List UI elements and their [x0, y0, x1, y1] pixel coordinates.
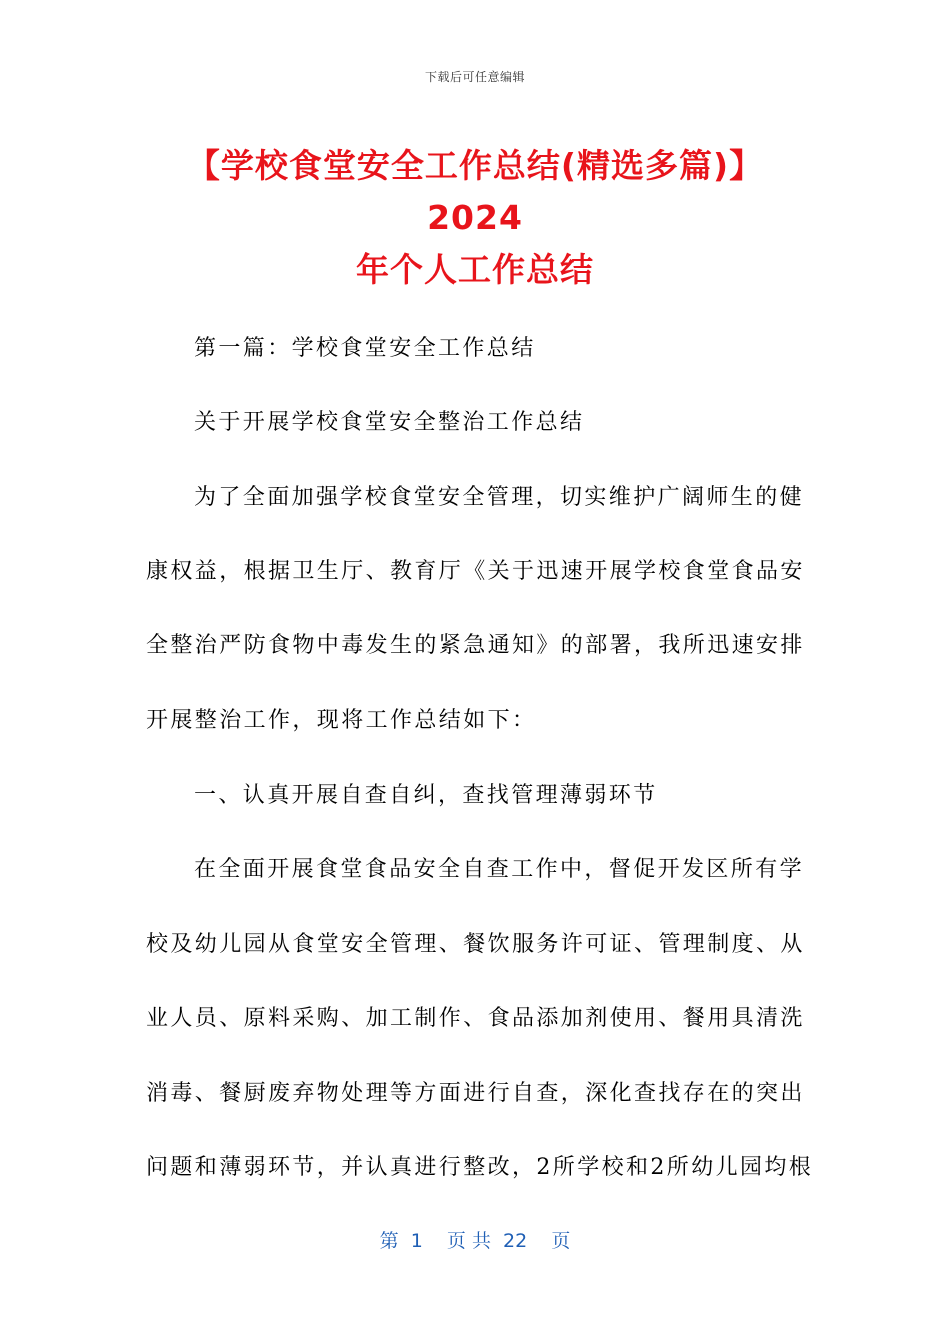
paragraph-line: 全整治严防食物中毒发生的紧急通知》的部署，我所迅速安排: [146, 633, 805, 658]
paragraph-line: 在全面开展食堂食品安全自查工作中，督促开发区所有学: [194, 857, 805, 882]
paragraph-line: 康权益，根据卫生厅、教育厅《关于迅速开展学校食堂食品安: [146, 559, 805, 584]
header-note: 下载后可任意编辑: [424, 70, 525, 84]
document-title: [140, 140, 810, 296]
title-line-2: 年个人工作总结: [356, 250, 594, 289]
section-heading: 第一篇：学校食堂安全工作总结: [194, 336, 536, 361]
paragraph-line: 校及幼儿园从食堂安全管理、餐饮服务许可证、管理制度、从: [146, 932, 805, 957]
paragraph-line: 为了全面加强学校食堂安全管理，切实维护广阔师生的健: [194, 485, 805, 510]
subtitle-line: 关于开展学校食堂安全整治工作总结: [194, 410, 585, 435]
paragraph-line: 业人员、原料采购、加工制作、食品添加剂使用、餐用具清洗: [146, 1006, 805, 1031]
paragraph-line: 消毒、餐厨废弃物处理等方面进行自查，深化查找存在的突出: [146, 1081, 805, 1106]
paragraph-line: 问题和薄弱环节，并认真进行整改，2所学校和2所幼儿园均根: [146, 1155, 814, 1180]
subsection-heading: 一、认真开展自查自纠，查找管理薄弱环节: [194, 783, 658, 808]
page-footer: 第 1 页 共 22 页: [379, 1230, 571, 1252]
paragraph-line: 开展整治工作，现将工作总结如下：: [146, 708, 537, 733]
title-line-1: 【学校食堂安全工作总结(精选多篇)】2024: [186, 146, 764, 237]
